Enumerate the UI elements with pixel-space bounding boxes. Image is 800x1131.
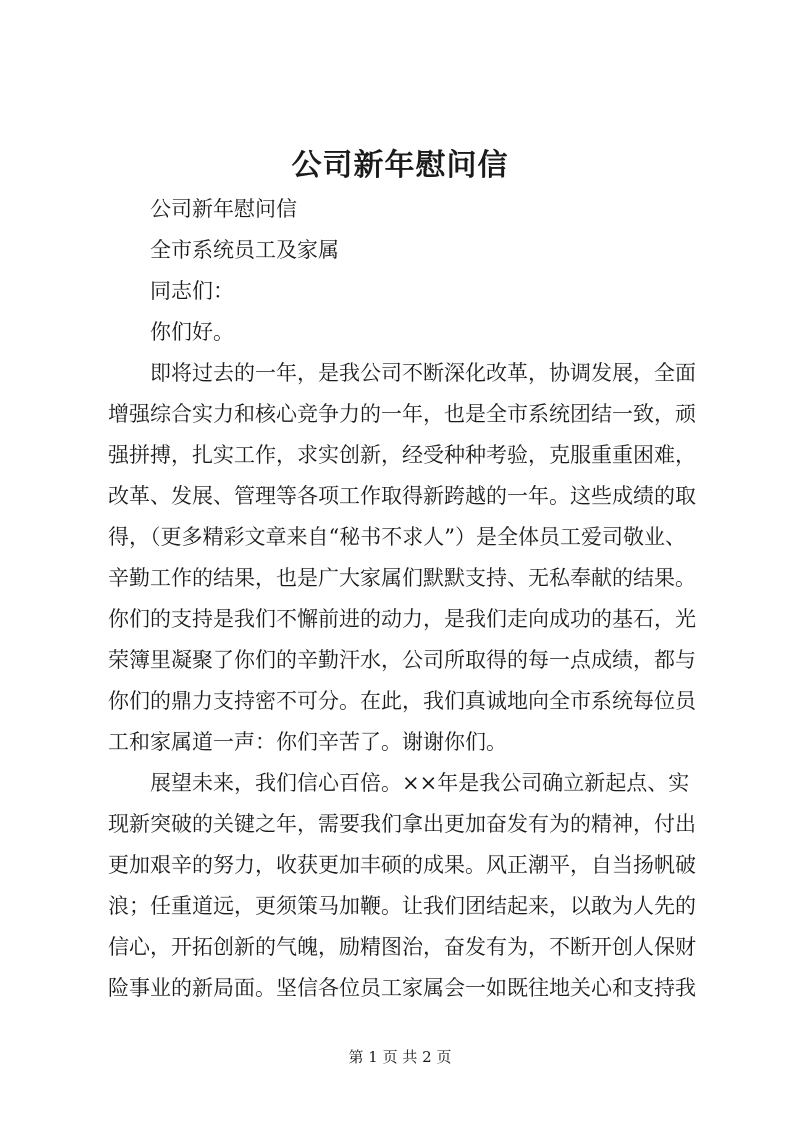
greeting-text: 你们好。 — [150, 320, 234, 344]
paragraph1-line: 即将过去的一年，是我公司不断深化改革，协调发展，全面 — [108, 361, 696, 385]
page-footer: 第 1 页 共 2 页 — [348, 1048, 452, 1066]
paragraph1-line: 增强综合实力和核心竞争力的一年，也是全市系统团结一致，顽 — [108, 402, 696, 426]
paragraph2-line: 更加艰辛的努力，收获更加丰硕的成果。风正潮平，自当扬帆破 — [108, 853, 696, 877]
paragraph1-line: 强拼搏，扎实工作，求实创新，经受种种考验，克服重重困难， — [108, 443, 696, 467]
paragraph1-line: 荣簿里凝聚了你们的辛勤汗水，公司所取得的每一点成绩，都与 — [108, 648, 696, 672]
greeting-line — [108, 316, 234, 346]
paragraph2-line: 现新突破的关键之年，需要我们拿出更加奋发有为的精神，付出 — [108, 812, 696, 836]
paragraph1-line: 工和家属道一声：你们辛苦了。谢谢你们。 — [108, 730, 507, 754]
recipient-line — [108, 234, 339, 264]
paragraph1-line: 辛勤工作的结果，也是广大家属们默默支持、无私奉献的结果。 — [108, 566, 696, 590]
paragraph1-line: 你们的支持是我们不懈前进的动力，是我们走向成功的基石，光 — [108, 607, 696, 631]
subtitle-text: 公司新年慰问信 — [150, 197, 297, 221]
paragraph2-line: 险事业的新局面。坚信各位员工家属会一如既往地关心和支持我 — [108, 976, 696, 1000]
paragraph2-line: 信心，开拓创新的气魄，励精图治，奋发有为，不断开创人保财 — [108, 935, 696, 959]
paragraph2-line: 浪；任重道远，更须策马加鞭。让我们团结起来，以敢为人先的 — [108, 894, 696, 918]
paragraph1-line: 得，（更多精彩文章来自“秘书不求人”）是全体员工爱司敬业、 — [108, 525, 686, 549]
document-title: 公司新年慰问信 — [291, 148, 509, 183]
subtitle-line — [108, 193, 297, 223]
salutation-line — [108, 275, 234, 305]
paragraph2-line: 展望未来，我们信心百倍。××年是我公司确立新起点、实 — [108, 771, 690, 795]
paragraph1-line: 你们的鼎力支持密不可分。在此，我们真诚地向全市系统每位员 — [108, 689, 696, 713]
salutation-text: 同志们： — [150, 279, 234, 303]
paragraph1-line: 改革、发展、管理等各项工作取得新跨越的一年。这些成绩的取 — [108, 484, 696, 508]
recipient-text: 全市系统员工及家属 — [150, 238, 339, 262]
